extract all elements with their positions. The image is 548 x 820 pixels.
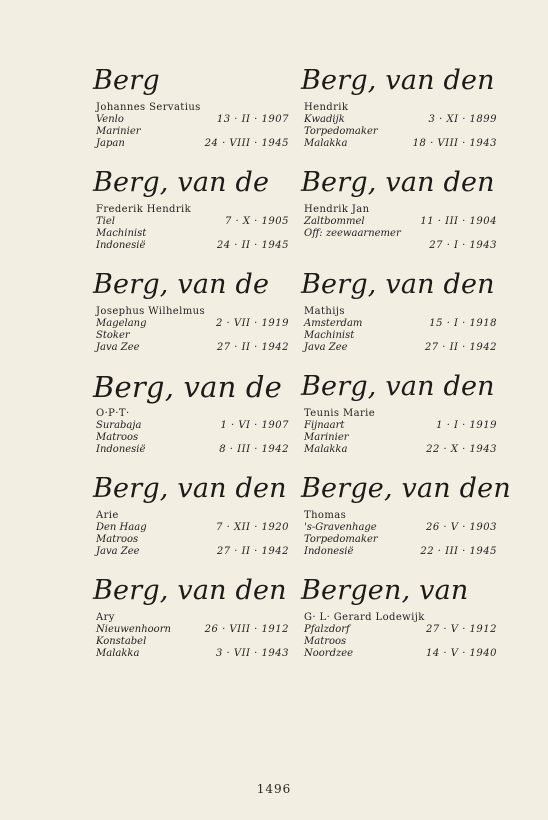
occupation: Matroos <box>304 636 347 647</box>
record-entry <box>93 474 293 576</box>
occupation: Matroos <box>96 534 139 545</box>
given-names: Thomas <box>304 510 347 521</box>
death-line: 27 · I · 1943 <box>429 240 497 251</box>
birth-line: Magelang 2 · VII · 1919 <box>96 318 289 329</box>
surname-heading: Berg, van den <box>301 269 495 300</box>
record-entry <box>93 270 293 372</box>
surname-heading: Berg, van den <box>301 371 495 402</box>
death-line: Japan 24 · VIII · 1945 <box>96 138 289 149</box>
record-entry <box>301 270 501 372</box>
surname-heading: Berg, van den <box>93 473 287 504</box>
record-entry <box>93 168 293 270</box>
surname-heading: Berg, van de <box>93 167 270 198</box>
birth-line: Amsterdam 15 · I · 1918 <box>304 318 497 329</box>
occupation: Marinier <box>96 126 141 137</box>
death-line: Java Zee 27 · II · 1942 <box>304 342 497 353</box>
given-names: Hendrik <box>304 102 349 113</box>
occupation: Machinist <box>304 330 355 341</box>
death-line: Malakka 3 · VII · 1943 <box>96 648 289 659</box>
record-entry <box>301 473 511 576</box>
given-names: Teunis Marie <box>304 408 376 419</box>
record-entry <box>301 576 501 678</box>
birth-line: 's-Gravenhage 26 · V · 1903 <box>304 522 497 533</box>
birth-line: Kwadijk 3 · XI · 1899 <box>304 114 497 125</box>
birth-line: Nieuwenhoorn 26 · VIII · 1912 <box>96 624 289 635</box>
birth-line: Pfalzdorf 27 · V · 1912 <box>304 624 497 635</box>
death-line: Indonesië 8 · III · 1942 <box>96 444 289 455</box>
occupation: Stoker <box>96 330 130 341</box>
death-line: Malakka 18 · VIII · 1943 <box>304 138 497 149</box>
occupation: Konstabel <box>96 636 147 647</box>
occupation: Off: zeewaarnemer <box>304 228 401 239</box>
surname-heading: Berg, van den <box>93 575 287 606</box>
occupation: Torpedomaker <box>304 126 378 137</box>
given-names: Frederik Hendrik <box>96 204 192 215</box>
birth-line: Venlo 13 · II · 1907 <box>96 114 289 125</box>
death-line: Indonesië 22 · III · 1945 <box>304 546 497 557</box>
given-names: Hendrik Jan <box>304 204 370 215</box>
surname-heading: Berg, van den <box>301 65 495 96</box>
record-entry <box>93 372 293 474</box>
birth-line: Tiel 7 · X · 1905 <box>96 216 289 227</box>
given-names: O·P·T· <box>96 408 130 419</box>
surname-heading: Berg <box>93 65 160 96</box>
given-names: G· L· Gerard Lodewijk <box>304 612 425 623</box>
birth-line: Surabaja 1 · VI · 1907 <box>96 420 289 431</box>
birth-line: Zaltbommel 11 · III · 1904 <box>304 216 497 227</box>
surname-heading: Bergen, van <box>301 575 469 606</box>
given-names: Johannes Servatius <box>96 102 201 113</box>
death-line: Noordzee 14 · V · 1940 <box>304 648 497 659</box>
occupation: Machinist <box>96 228 147 239</box>
surname-heading: Berg, van de <box>93 269 270 300</box>
record-entry <box>301 168 501 270</box>
surname-heading: Berg, van den <box>301 167 495 198</box>
death-line: Indonesië 24 · II · 1945 <box>96 240 289 251</box>
record-entry <box>93 576 293 678</box>
record-entry <box>301 372 501 474</box>
surname-heading: Berge, van den <box>301 473 511 504</box>
birth-line: Fijnaart 1 · I · 1919 <box>304 420 497 431</box>
death-line: Malakka 22 · X · 1943 <box>304 444 497 455</box>
given-names: Arie <box>96 510 119 521</box>
birth-line: Den Haag 7 · XII · 1920 <box>96 522 289 533</box>
record-entry <box>301 66 501 168</box>
right-column <box>301 65 511 678</box>
death-line: Java Zee 27 · II · 1942 <box>96 342 289 353</box>
given-names: Mathijs <box>304 306 345 317</box>
page-number: 1496 <box>256 782 292 796</box>
left-column <box>93 66 293 678</box>
given-names: Josephus Wilhelmus <box>96 306 205 317</box>
given-names: Ary <box>96 612 115 623</box>
record-entry <box>93 66 293 168</box>
occupation: Torpedomaker <box>304 534 378 545</box>
death-line: Java Zee 27 · II · 1942 <box>96 546 289 557</box>
occupation: Marinier <box>304 432 349 443</box>
occupation: Matroos <box>96 432 139 443</box>
surname-heading: Berg, van de <box>93 370 283 404</box>
